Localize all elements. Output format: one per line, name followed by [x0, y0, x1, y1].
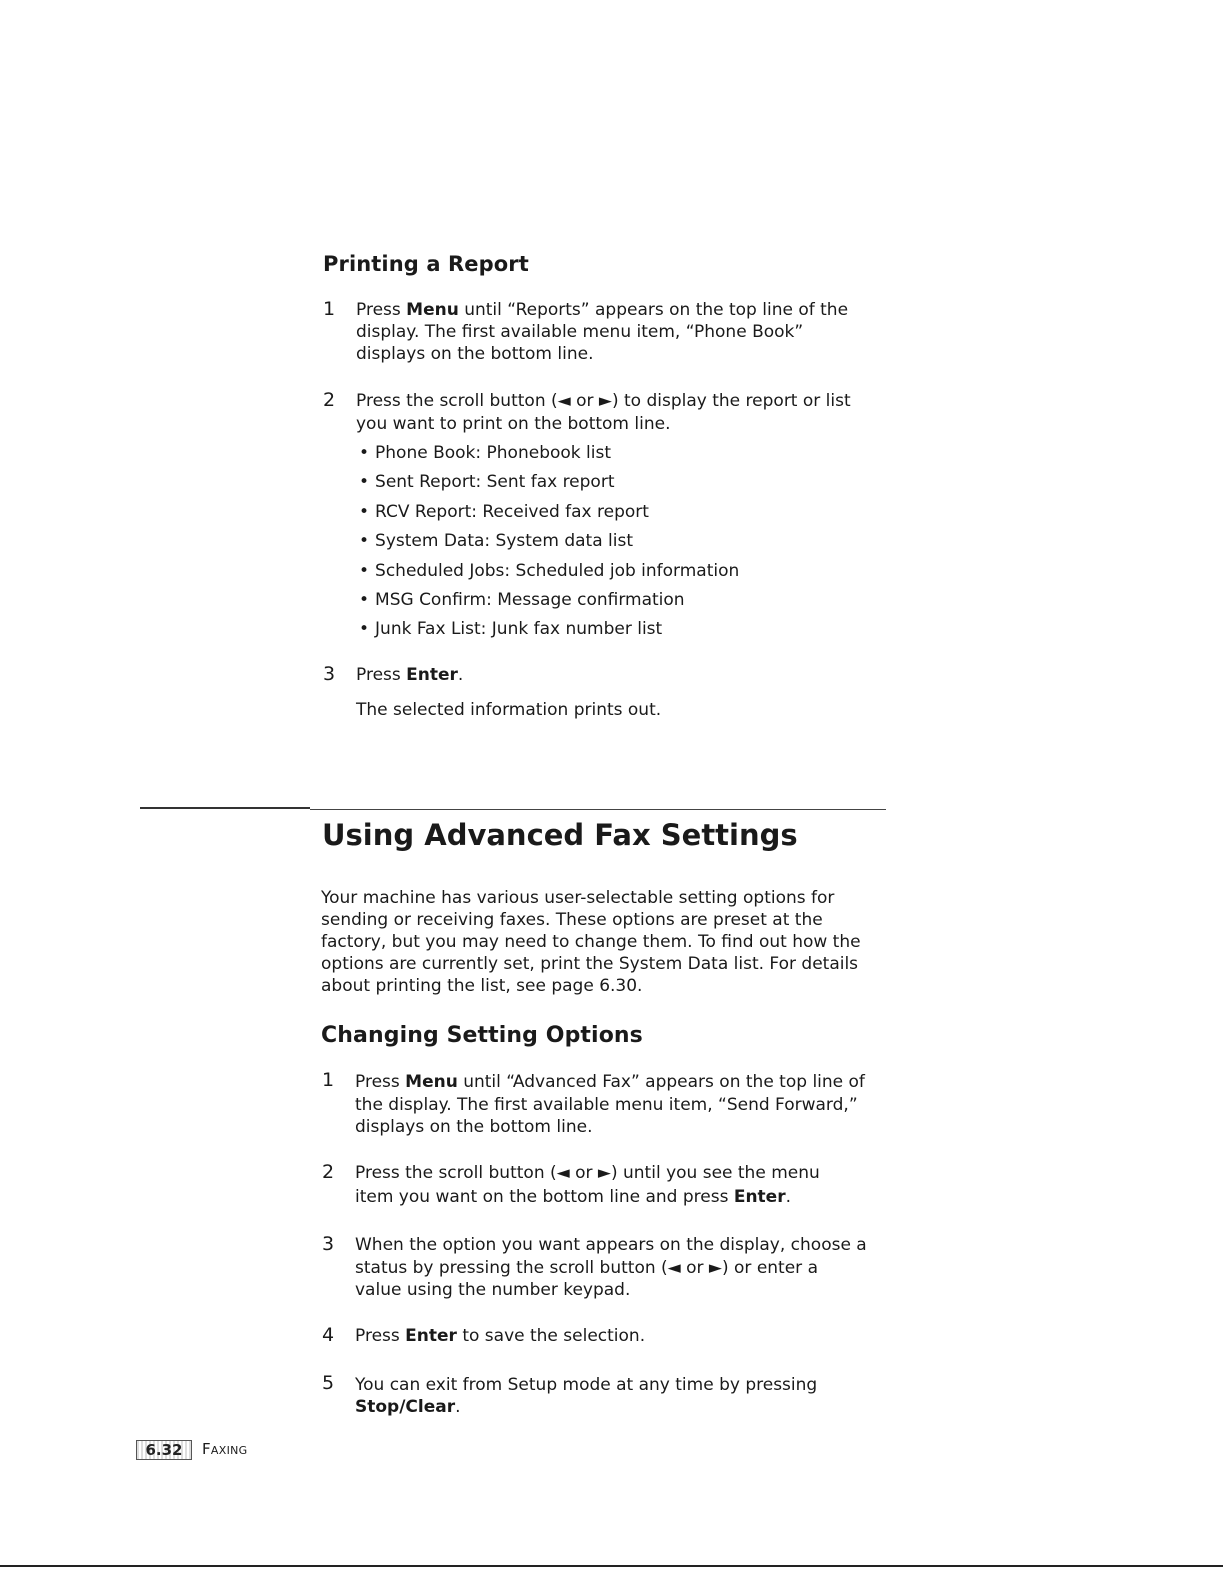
report-list-item: • Sent Report: Sent fax report: [359, 471, 615, 493]
step-line: You can exit from Setup mode at any time by pressing: [355, 1375, 818, 1395]
step-number: 2: [322, 1161, 335, 1183]
intro-line: Your machine has various user-selectable setting options for: [321, 888, 835, 908]
step-line: When the option you want appears on the display, choose a: [355, 1235, 867, 1255]
report-list-item: • System Data: System data list: [359, 530, 633, 552]
step-number: 2: [323, 389, 336, 411]
step-result: The selected information prints out.: [356, 700, 662, 720]
step-line: display. The first available menu item, “Phone Book”: [356, 322, 804, 342]
page-bottom-edge: [0, 1565, 1223, 1567]
step-line: Press the scroll button (◄ or ►) until you see the menu: [355, 1163, 820, 1183]
step-line: you want to print on the bottom line.: [356, 414, 671, 434]
step-line: Press the scroll button (◄ or ►) to display the report or list: [356, 391, 851, 411]
subsection-title-changing-options: Changing Setting Options: [321, 1023, 643, 1048]
intro-line: about printing the list, see page 6.30.: [321, 976, 643, 996]
step-line: value using the number keypad.: [355, 1280, 631, 1300]
chapter-label: Faxing: [202, 1440, 248, 1458]
intro-line: options are currently set, print the System Data list. For details: [321, 954, 859, 974]
report-list-item: • RCV Report: Received fax report: [359, 501, 649, 523]
step-number: 5: [322, 1372, 335, 1394]
step-line: displays on the bottom line.: [356, 344, 594, 364]
step-line: Stop/Clear.: [355, 1397, 461, 1417]
step-line: the display. The first available menu item, “Send Forward,”: [355, 1095, 858, 1115]
report-list-item: • Phone Book: Phonebook list: [359, 442, 611, 464]
report-list-item: • Junk Fax List: Junk fax number list: [359, 618, 662, 640]
step-line: Press Menu until “Reports” appears on the top line of the: [356, 300, 849, 320]
step-number: 1: [322, 1069, 335, 1091]
page-number-badge: 6.32: [136, 1440, 192, 1460]
step-line: status by pressing the scroll button (◄ or ►) or enter a: [355, 1258, 818, 1278]
step-number: 4: [322, 1324, 335, 1346]
section-divider: [310, 809, 886, 810]
step-line: Press Enter.: [356, 665, 464, 685]
report-list-item: • Scheduled Jobs: Scheduled job information: [359, 560, 739, 582]
section-title-printing-report: Printing a Report: [323, 252, 529, 276]
step-line: item you want on the bottom line and press Enter.: [355, 1187, 792, 1207]
section-title-advanced-fax: Using Advanced Fax Settings: [322, 818, 798, 852]
step-line: Press Menu until “Advanced Fax” appears on the top line of: [355, 1072, 865, 1092]
step-number: 3: [323, 663, 336, 685]
section-divider-accent: [140, 807, 310, 809]
step-line: Press Enter to save the selection.: [355, 1326, 646, 1346]
step-number: 1: [323, 298, 336, 320]
intro-line: factory, but you may need to change them. To find out how the: [321, 932, 861, 952]
intro-line: sending or receiving faxes. These options are preset at the: [321, 910, 823, 930]
intro-paragraph: [321, 887, 891, 997]
step-line: displays on the bottom line.: [355, 1117, 593, 1137]
step-number: 3: [322, 1233, 335, 1255]
report-list-item: • MSG Confirm: Message confirmation: [359, 589, 685, 611]
